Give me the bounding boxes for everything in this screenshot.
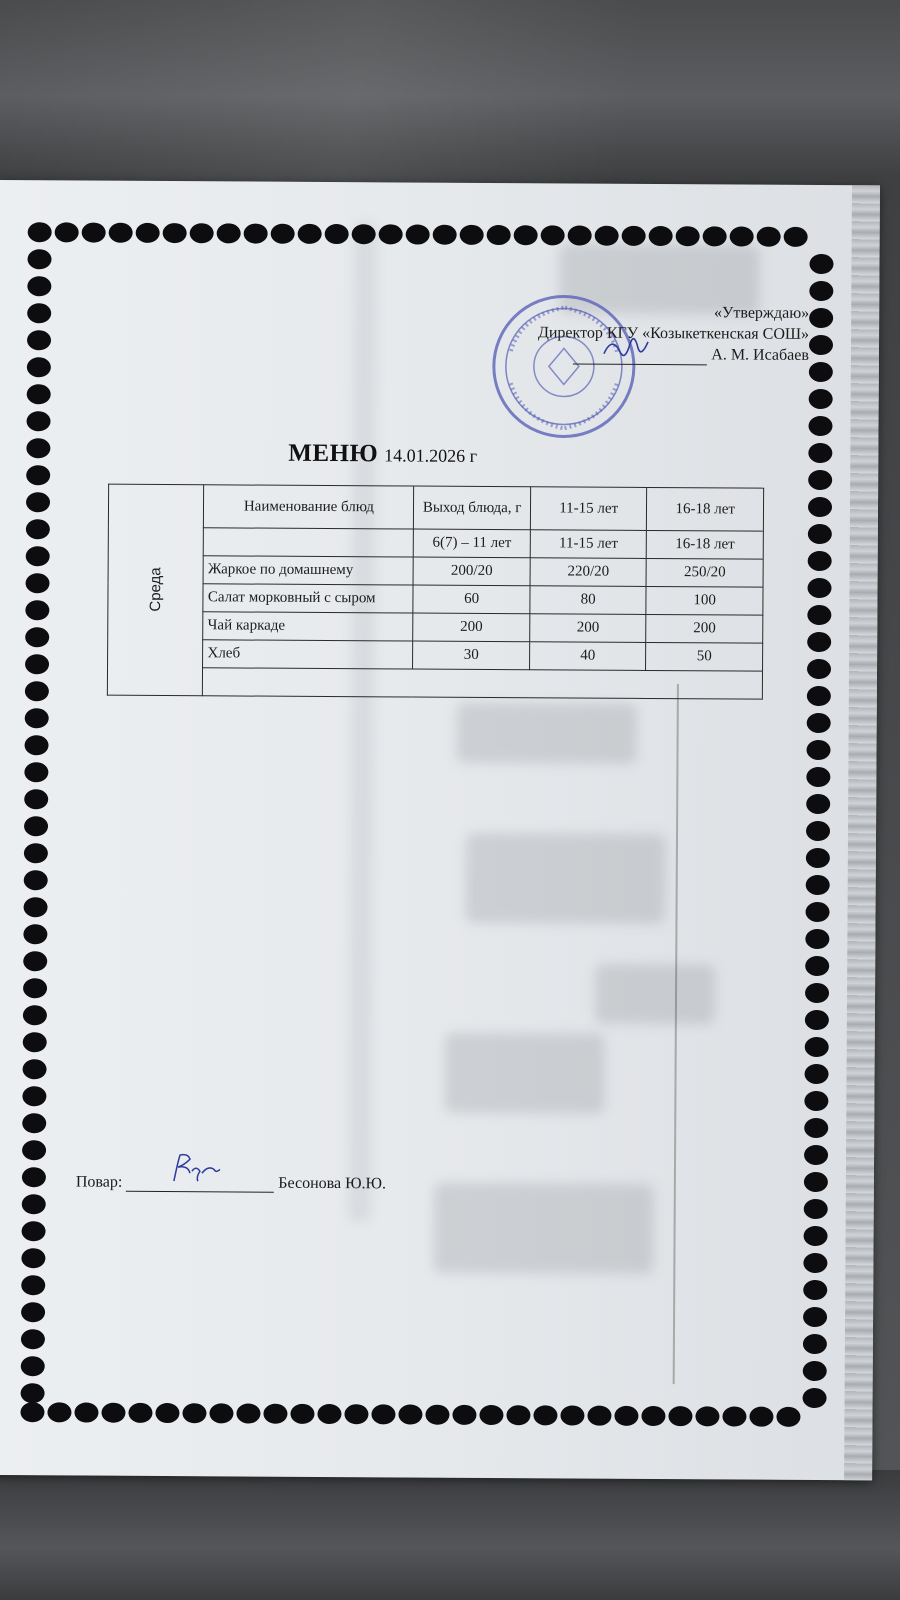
border-dot	[807, 686, 831, 706]
border-dot	[244, 223, 268, 243]
subheader-empty	[204, 528, 414, 557]
border-dot	[22, 1167, 46, 1187]
border-dot	[804, 1064, 828, 1084]
border-dot	[808, 497, 832, 517]
portion-young: 60	[413, 585, 530, 614]
border-dot	[22, 1194, 46, 1214]
border-dot	[805, 929, 829, 949]
border-dot	[749, 1407, 773, 1427]
border-dot	[541, 225, 565, 245]
menu-table	[107, 484, 764, 700]
border-dot	[808, 416, 832, 436]
border-dot	[809, 308, 833, 328]
border-dot	[209, 1403, 233, 1423]
border-dot	[21, 1329, 45, 1349]
border-dot	[560, 1405, 584, 1425]
border-dot	[614, 1406, 638, 1426]
border-dot	[425, 1405, 449, 1425]
border-dot	[47, 1402, 71, 1422]
border-dot	[809, 281, 833, 301]
cook-label: Повар:	[75, 1173, 123, 1191]
border-dot	[676, 226, 700, 246]
border-dot	[533, 1405, 557, 1425]
border-dot	[460, 225, 484, 245]
border-dot	[479, 1405, 503, 1425]
border-dot	[406, 224, 430, 244]
border-dot	[22, 1140, 46, 1160]
border-dot	[807, 578, 831, 598]
border-dot	[26, 438, 50, 458]
border-dot	[27, 357, 51, 377]
background-shine	[0, 0, 900, 185]
portion-mid: 80	[530, 586, 647, 615]
border-dot	[28, 222, 52, 242]
border-dot	[22, 1221, 46, 1241]
border-dot	[649, 226, 673, 246]
border-dot	[24, 789, 48, 809]
border-dot	[757, 227, 781, 247]
border-dot	[317, 1404, 341, 1424]
approval-heading: «Утверждаю»	[714, 304, 810, 322]
portion-old: 200	[646, 614, 763, 643]
border-dot	[805, 956, 829, 976]
dotted-frame-border	[0, 180, 860, 1445]
border-dot	[804, 1199, 828, 1219]
border-dot	[23, 1005, 47, 1025]
border-dot	[807, 605, 831, 625]
border-dot	[668, 1406, 692, 1426]
border-dot	[24, 816, 48, 836]
border-dot	[595, 226, 619, 246]
border-dot	[804, 1226, 828, 1246]
table-row	[108, 639, 763, 671]
border-dot	[21, 1248, 45, 1268]
border-dot	[23, 951, 47, 971]
border-dot	[506, 1405, 530, 1425]
border-dot	[163, 223, 187, 243]
border-dot	[27, 330, 51, 350]
director-title: Директор КГУ «Козыкеткенская СОШ»	[537, 324, 810, 343]
border-dot	[804, 1145, 828, 1165]
border-dot	[236, 1403, 260, 1423]
border-dot	[809, 362, 833, 382]
portion-old: 100	[646, 586, 763, 615]
border-dot	[730, 226, 754, 246]
border-dot	[805, 983, 829, 1003]
border-dot	[290, 1404, 314, 1424]
empty-cell	[203, 668, 763, 699]
table-subheader-row	[108, 527, 763, 559]
border-dot	[809, 335, 833, 355]
border-dot	[806, 740, 830, 760]
border-dot	[809, 254, 833, 274]
border-dot	[452, 1405, 476, 1425]
border-dot	[26, 519, 50, 539]
border-dot	[24, 870, 48, 890]
border-dot	[641, 1406, 665, 1426]
border-dot	[805, 902, 829, 922]
border-dot	[803, 1361, 827, 1381]
border-dot	[803, 1334, 827, 1354]
border-dot	[809, 389, 833, 409]
border-dot	[514, 225, 538, 245]
dish-name: Жаркое по домашнему	[203, 556, 413, 585]
border-dot	[298, 224, 322, 244]
border-dot	[21, 1275, 45, 1295]
border-dot	[325, 224, 349, 244]
border-dot	[182, 1403, 206, 1423]
border-dot	[55, 222, 79, 242]
border-dot	[803, 1280, 827, 1300]
border-dot	[25, 708, 49, 728]
border-dot	[109, 223, 133, 243]
table-row-empty	[107, 667, 762, 699]
border-dot	[805, 1037, 829, 1057]
portion-young: 30	[413, 641, 530, 670]
border-dot	[25, 627, 49, 647]
header-dish-name: Наименование блюд	[204, 485, 414, 529]
border-dot	[26, 465, 50, 485]
border-dot	[27, 303, 51, 323]
border-dot	[487, 225, 511, 245]
border-dot	[23, 897, 47, 917]
border-dot	[24, 762, 48, 782]
portion-mid: 40	[529, 642, 646, 671]
border-dot	[190, 223, 214, 243]
border-dot	[25, 573, 49, 593]
border-dot	[74, 1402, 98, 1422]
border-dot	[803, 1388, 827, 1408]
border-dot	[808, 443, 832, 463]
border-dot	[22, 1113, 46, 1133]
border-dot	[808, 524, 832, 544]
director-signature	[599, 332, 659, 362]
border-dot	[21, 1383, 45, 1403]
header-age-old: 16-18 лет	[647, 487, 764, 531]
day-cell	[107, 484, 204, 696]
border-dot	[155, 1403, 179, 1423]
border-dot	[26, 492, 50, 512]
border-dot	[784, 227, 808, 247]
menu-title: МЕНЮ	[288, 439, 379, 468]
border-dot	[23, 978, 47, 998]
border-dot	[808, 470, 832, 490]
border-dot	[805, 1010, 829, 1030]
cook-signature	[166, 1151, 226, 1187]
dish-name: Хлеб	[203, 640, 413, 669]
header-age-mid: 11-15 лет	[530, 487, 647, 531]
border-dot	[804, 1118, 828, 1138]
subheader-age-mid: 11-15 лет	[530, 530, 647, 559]
counter-surface	[0, 1470, 900, 1600]
border-dot	[803, 1253, 827, 1273]
border-dot	[806, 821, 830, 841]
portion-mid: 200	[530, 614, 647, 643]
border-dot	[806, 794, 830, 814]
border-dot	[808, 551, 832, 571]
border-dot	[27, 276, 51, 296]
approval-block	[538, 301, 809, 366]
border-dot	[26, 411, 50, 431]
table-header-row	[108, 484, 763, 531]
border-dot	[21, 1302, 45, 1322]
border-dot	[806, 767, 830, 787]
portion-old: 250/20	[646, 558, 763, 587]
subheader-age-old: 16-18 лет	[647, 530, 764, 559]
menu-sheet	[0, 180, 880, 1480]
border-dot	[20, 1402, 44, 1422]
border-dot	[25, 600, 49, 620]
border-dot	[217, 223, 241, 243]
border-dot	[807, 713, 831, 733]
border-dot	[804, 1091, 828, 1111]
dish-name: Салат морковный с сыром	[203, 584, 413, 613]
border-dot	[806, 848, 830, 868]
border-dot	[24, 843, 48, 863]
border-dot	[82, 223, 106, 243]
director-signature-row	[538, 343, 809, 366]
border-dot	[26, 546, 50, 566]
border-dot	[695, 1406, 719, 1426]
border-dot	[776, 1407, 800, 1427]
border-dot	[807, 659, 831, 679]
border-dot	[23, 1032, 47, 1052]
border-dot	[433, 225, 457, 245]
header-portion: Выход блюда, г	[414, 486, 531, 530]
menu-heading	[288, 440, 477, 469]
border-dot	[803, 1307, 827, 1327]
border-dot	[21, 1356, 45, 1376]
portion-young: 200/20	[413, 557, 530, 586]
border-dot	[271, 224, 295, 244]
dish-name: Чай каркаде	[203, 612, 413, 641]
day-label: Среда	[147, 567, 165, 612]
border-dot	[398, 1404, 422, 1424]
portion-mid: 220/20	[530, 558, 647, 587]
border-dot	[722, 1406, 746, 1426]
border-dot	[379, 224, 403, 244]
table-row	[108, 611, 763, 643]
portion-old: 50	[646, 642, 763, 671]
border-dot	[24, 735, 48, 755]
border-dot	[23, 1059, 47, 1079]
subheader-age-young: 6(7) – 11 лет	[414, 529, 531, 558]
border-dot	[806, 875, 830, 895]
border-dot	[804, 1172, 828, 1192]
border-dot	[263, 1404, 287, 1424]
border-dot	[344, 1404, 368, 1424]
border-dot	[25, 654, 49, 674]
border-dot	[23, 924, 47, 944]
border-dot	[136, 223, 160, 243]
table-row	[108, 583, 763, 615]
border-dot	[371, 1404, 395, 1424]
portion-young: 200	[413, 613, 530, 642]
border-dot	[703, 226, 727, 246]
cook-signature-row	[76, 1173, 386, 1193]
border-dot	[27, 384, 51, 404]
border-dot	[22, 1086, 46, 1106]
border-dot	[101, 1403, 125, 1423]
border-dot	[568, 225, 592, 245]
border-dot	[807, 632, 831, 652]
cook-name: Бесонова Ю.Ю.	[278, 1174, 387, 1193]
border-dot	[27, 249, 51, 269]
table-row	[108, 555, 763, 587]
director-name: А. М. Исабаев	[711, 346, 809, 364]
menu-date: 14.01.2026 г	[384, 445, 478, 466]
border-dot	[587, 1406, 611, 1426]
border-dot	[128, 1403, 152, 1423]
border-dot	[622, 226, 646, 246]
border-dot	[25, 681, 49, 701]
border-dot	[352, 224, 376, 244]
